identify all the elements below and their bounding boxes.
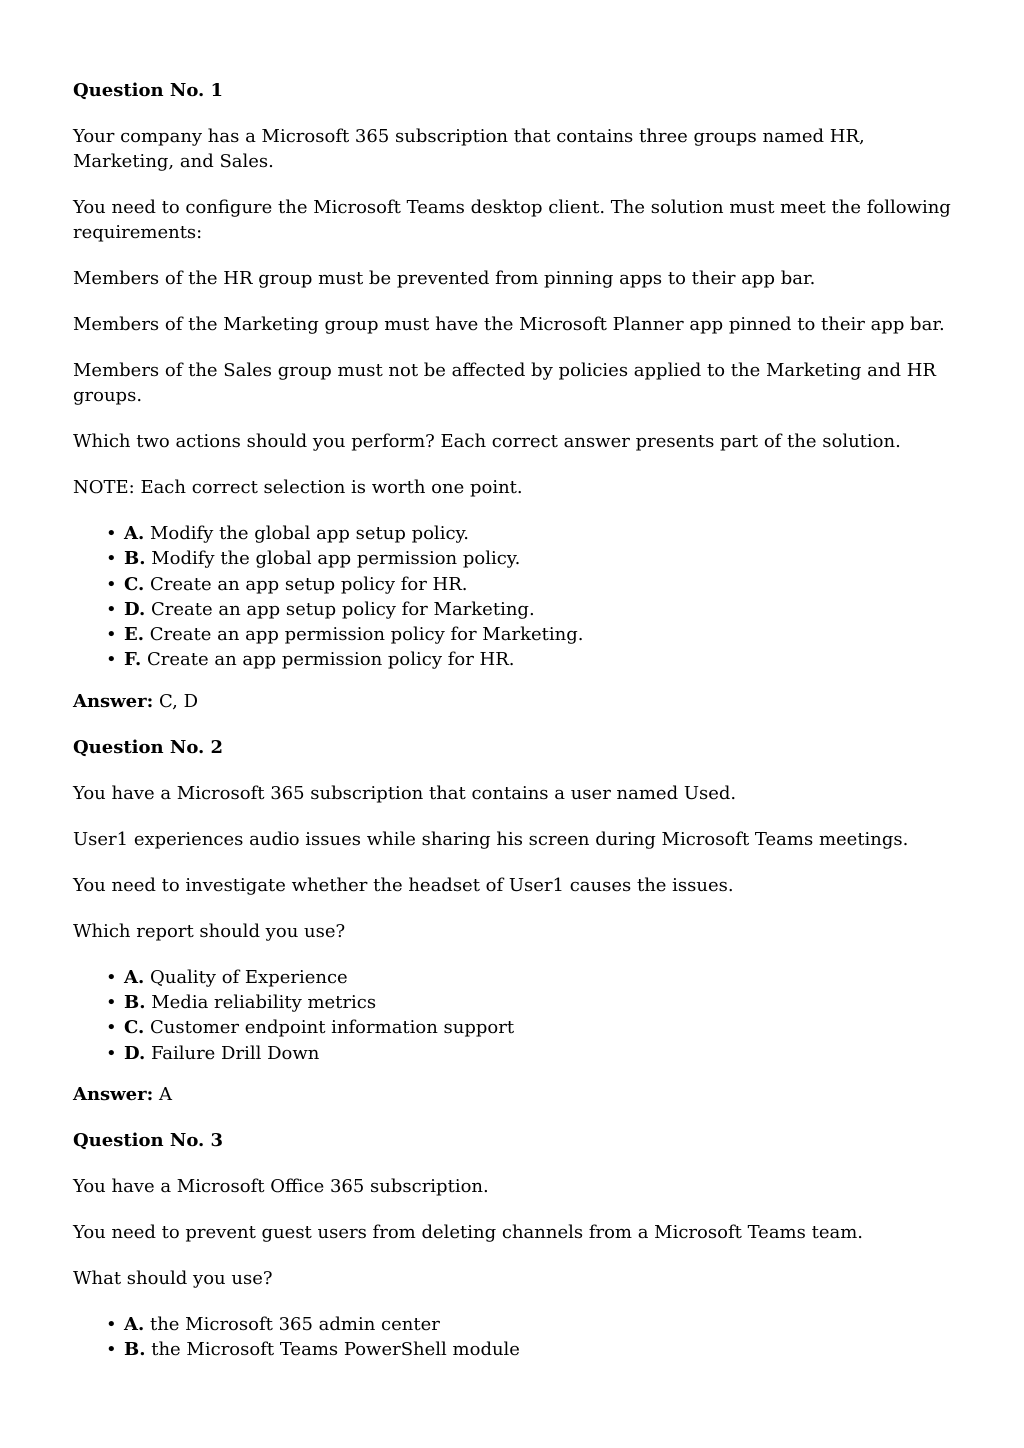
option-letter: B. [124, 1339, 146, 1361]
answer-options-list [73, 1312, 951, 1363]
question-paragraph: Members of the HR group must be prevented from pinning apps to their app bar. [73, 268, 816, 289]
option-letter: C. [124, 573, 145, 595]
question-2 [73, 735, 951, 1107]
option-letter: A. [124, 966, 145, 988]
option-text: the Microsoft Teams PowerShell module [151, 1339, 520, 1361]
option-text: the Microsoft 365 admin center [149, 1313, 440, 1335]
answer-label: Answer: [73, 690, 154, 712]
question-paragraph: NOTE: Each correct selection is worth one point. [73, 477, 523, 498]
option-text: Media reliability metrics [151, 992, 377, 1014]
answer-label: Answer: [73, 1083, 154, 1105]
option-letter: D. [124, 598, 146, 620]
option-text: Customer endpoint information support [150, 1017, 515, 1039]
question-paragraph: You need to investigate whether the headset of User1 causes the issues. [73, 874, 734, 896]
question-title: Question No. 1 [73, 80, 224, 101]
question-title: Question No. 2 [73, 736, 224, 758]
option-text: Create an app setup policy for HR. [150, 573, 468, 595]
question-paragraph: Which report should you use? [73, 920, 346, 942]
option-text: Modify the global app permission policy. [151, 548, 521, 570]
option-text: Create an app permission policy for Marketing. [149, 624, 584, 646]
question-paragraph: Which two actions should you perform? Each correct answer presents part of the solution. [73, 431, 901, 452]
option-letter: F. [124, 649, 142, 671]
answer-option [124, 990, 951, 1015]
answer-options-list [73, 965, 951, 1066]
answer-option [124, 546, 951, 571]
answer-option [124, 1337, 951, 1362]
option-letter: A. [124, 1313, 145, 1335]
question-paragraph: Members of the Marketing group must have the Microsoft Planner app pinned to their app bar. [73, 314, 945, 335]
question-paragraph: Members of the Sales group must not be affected by policies applied to the Marketing and HR groups. [73, 360, 936, 406]
option-letter: E. [124, 624, 144, 646]
option-text: Create an app permission policy for HR. [146, 649, 515, 671]
answer-option [124, 521, 951, 546]
answer-option [124, 1312, 951, 1337]
answer-option [124, 622, 951, 647]
answer-option [124, 965, 951, 990]
answer-option [124, 597, 951, 622]
option-letter: B. [124, 548, 146, 570]
option-text: Modify the global app setup policy. [149, 523, 470, 544]
answer-option [124, 1015, 951, 1040]
answer-options-list [73, 521, 951, 673]
question-paragraph: You need to prevent guest users from deleting channels from a Microsoft Teams team. [73, 1221, 863, 1243]
option-text: Failure Drill Down [150, 1042, 320, 1064]
option-letter: D. [124, 1042, 146, 1064]
option-text: Create an app setup policy for Marketing. [150, 598, 535, 620]
option-letter: A. [124, 523, 145, 544]
question-paragraph: You have a Microsoft Office 365 subscription. [73, 1175, 489, 1197]
question-paragraph: User1 experiences audio issues while sharing his screen during Microsoft Teams meetings. [73, 828, 909, 850]
question-paragraph: What should you use? [73, 1267, 273, 1289]
option-text: Quality of Experience [149, 966, 348, 988]
answer-value: C, D [159, 690, 199, 712]
answer-value: A [159, 1083, 172, 1105]
option-letter: C. [124, 1017, 145, 1039]
question-3 [73, 1128, 951, 1363]
answer-option [124, 1041, 951, 1066]
answer-line [73, 1082, 951, 1107]
question-paragraph: You need to configure the Microsoft Teams desktop client. The solution must meet the following requirements: [73, 197, 951, 243]
answer-option [124, 572, 951, 597]
question-1 [73, 78, 951, 714]
answer-option [124, 647, 951, 672]
option-letter: B. [124, 992, 146, 1014]
question-title: Question No. 3 [73, 1129, 224, 1151]
question-paragraph: Your company has a Microsoft 365 subscription that contains three groups named HR, Marketing, and Sales. [73, 126, 865, 172]
answer-line [73, 689, 951, 714]
question-paragraph: You have a Microsoft 365 subscription that contains a user named Used. [73, 782, 737, 804]
